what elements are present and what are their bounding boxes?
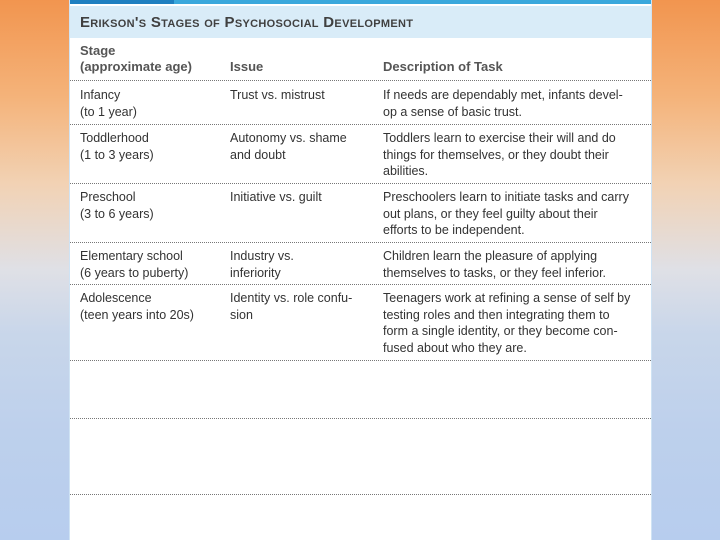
row-description: Preschoolers learn to initiate tasks and carry out plans, or they feel guilty about their efforts to be independent. xyxy=(383,190,629,237)
row-divider xyxy=(70,124,651,125)
header-description: Description of Task xyxy=(383,59,503,74)
row-issue: Identity vs. role confu- sion xyxy=(230,291,353,322)
row-divider xyxy=(70,242,651,243)
slide-panel xyxy=(69,0,652,540)
header-issue: Issue xyxy=(230,59,264,74)
row-description: Children learn the pleasure of applying themselves to tasks, or they feel inferior. xyxy=(383,249,607,280)
row-stage: Adolescence (teen years into 20s) xyxy=(80,291,194,322)
table-title: Erikson's Stages of Psychosocial Development xyxy=(80,14,414,31)
row-divider xyxy=(70,494,651,495)
row-divider xyxy=(70,80,651,81)
title-band xyxy=(70,6,651,38)
row-issue: Initiative vs. guilt xyxy=(230,190,322,204)
row-divider xyxy=(70,418,651,419)
row-description: Toddlers learn to exercise their will and do things for themselves, or they doubt their abilities. xyxy=(383,131,616,178)
row-divider xyxy=(70,360,651,361)
row-issue: Industry vs. inferiority xyxy=(230,249,294,280)
row-stage: Infancy (to 1 year) xyxy=(80,88,137,119)
row-issue: Autonomy vs. shame and doubt xyxy=(230,131,347,162)
row-issue: Trust vs. mistrust xyxy=(230,88,325,102)
top-accent-tab xyxy=(70,0,174,4)
row-stage: Toddlerhood (1 to 3 years) xyxy=(80,131,154,162)
row-description: Teenagers work at refining a sense of self by testing roles and then integrating them to form a single identity, or they become con- fused about who they are. xyxy=(383,291,631,355)
header-stage: Stage (approximate age) xyxy=(80,43,192,74)
row-description: If needs are dependably met, infants devel- op a sense of basic trust. xyxy=(383,88,623,119)
row-divider xyxy=(70,183,651,184)
row-stage: Preschool (3 to 6 years) xyxy=(80,190,154,221)
row-stage: Elementary school (6 years to puberty) xyxy=(80,249,189,280)
row-divider xyxy=(70,284,651,285)
